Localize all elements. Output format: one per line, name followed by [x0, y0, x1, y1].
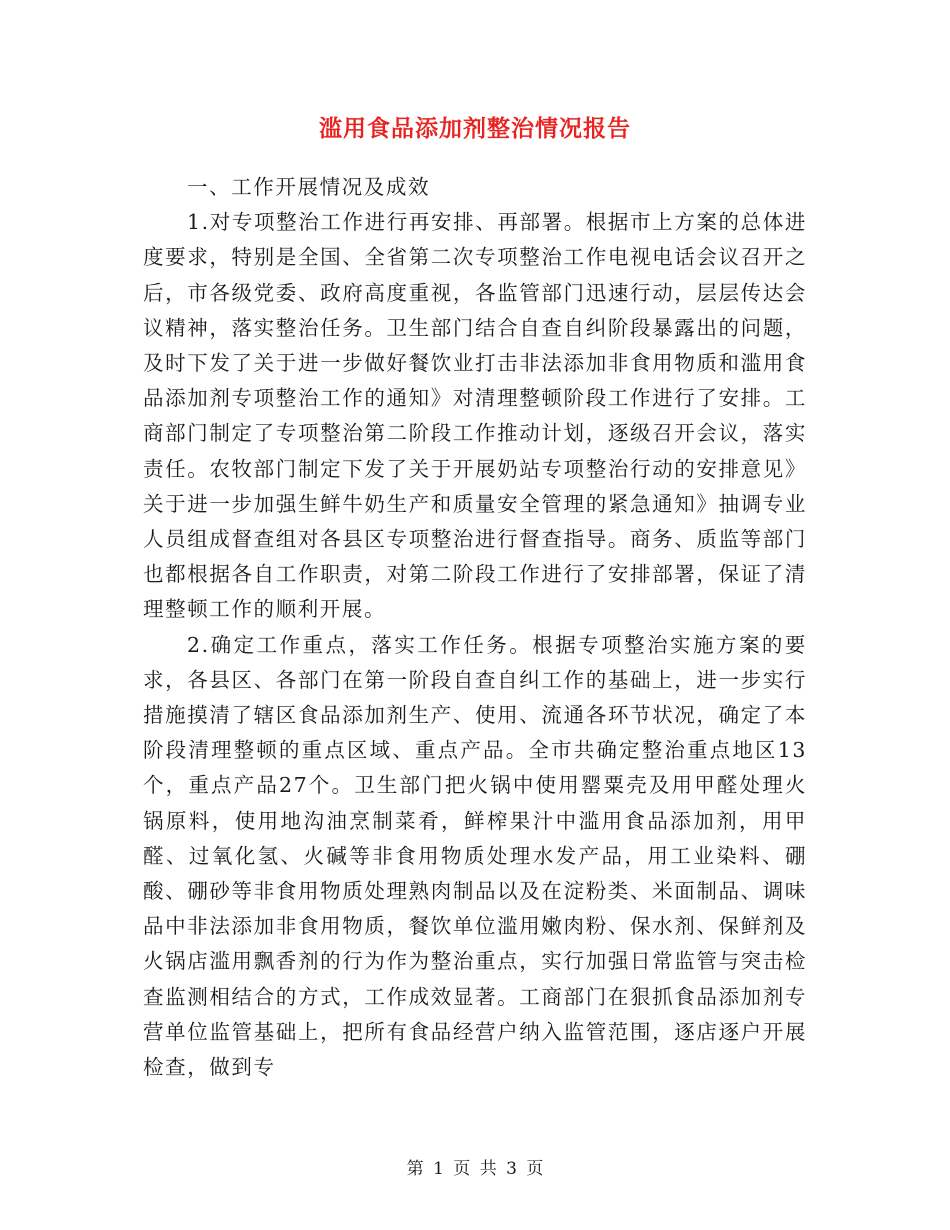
section-heading: 一、工作开展情况及成效 [187, 175, 431, 199]
paragraph-2: 2.确定工作重点，落实工作任务。根据专项整治实施方案的要求，各县区、各部门在第一阶段自查自纠工作的基础上，进一步实行措施摸清了辖区食品添加剂生产、使用、流通各环节状况，确定了本阶段清理整顿的重点区域、重点产品。全市共确定整治重点地区13个，重点产品27个。卫生部门把火锅中使用罂粟壳及用甲醛处理火锅原料，使用地沟油烹制菜肴，鲜榨果汁中滥用食品添加剂，用甲醛、过氧化氢、火碱等非食用物质处理水发产品，用工业染料、硼酸、硼砂等非食用物质处理熟肉制品以及在淀粉类、米面制品、调味品中非法添加非食用物质，餐饮单位滥用嫩肉粉、保水剂、保鲜剂及火锅店滥用飘香剂的行为作为整治重点，实行加强日常监管与突击检查监测相结合的方式，工作成效显著。工商部门在狠抓食品添加剂专营单位监管基础上，把所有食品经营户纳入监管范围，逐店逐户开展检查，做到专 [143, 632, 807, 1080]
document-body [143, 170, 807, 1085]
page-number-footer: 第 1 页 共 3 页 [406, 1159, 544, 1179]
paragraph-1: 1.对专项整治工作进行再安排、再部署。根据市上方案的总体进度要求，特别是全国、全省第二次专项整治工作电视电话会议召开之后，市各级党委、政府高度重视，各监管部门迅速行动，层层传达会议精神，落实整治任务。卫生部门结合自查自纠阶段暴露出的问题，及时下发了关于进一步做好餐饮业打击非法添加非食用物质和滥用食品添加剂专项整治工作的通知》对清理整顿阶段工作进行了安排。工商部门制定了专项整治第二阶段工作推动计划，逐级召开会议，落实责任。农牧部门制定下发了关于开展奶站专项整治行动的安排意见》关于进一步加强生鲜牛奶生产和质量安全管理的紧急通知》抽调专业人员组成督查组对各县区专项整治进行督查指导。商务、质监等部门也都根据各自工作职责，对第二阶段工作进行了安排部署，保证了清理整顿工作的顺利开展。 [143, 210, 807, 622]
document-title: 滥用食品添加剂整治情况报告 [319, 115, 631, 142]
